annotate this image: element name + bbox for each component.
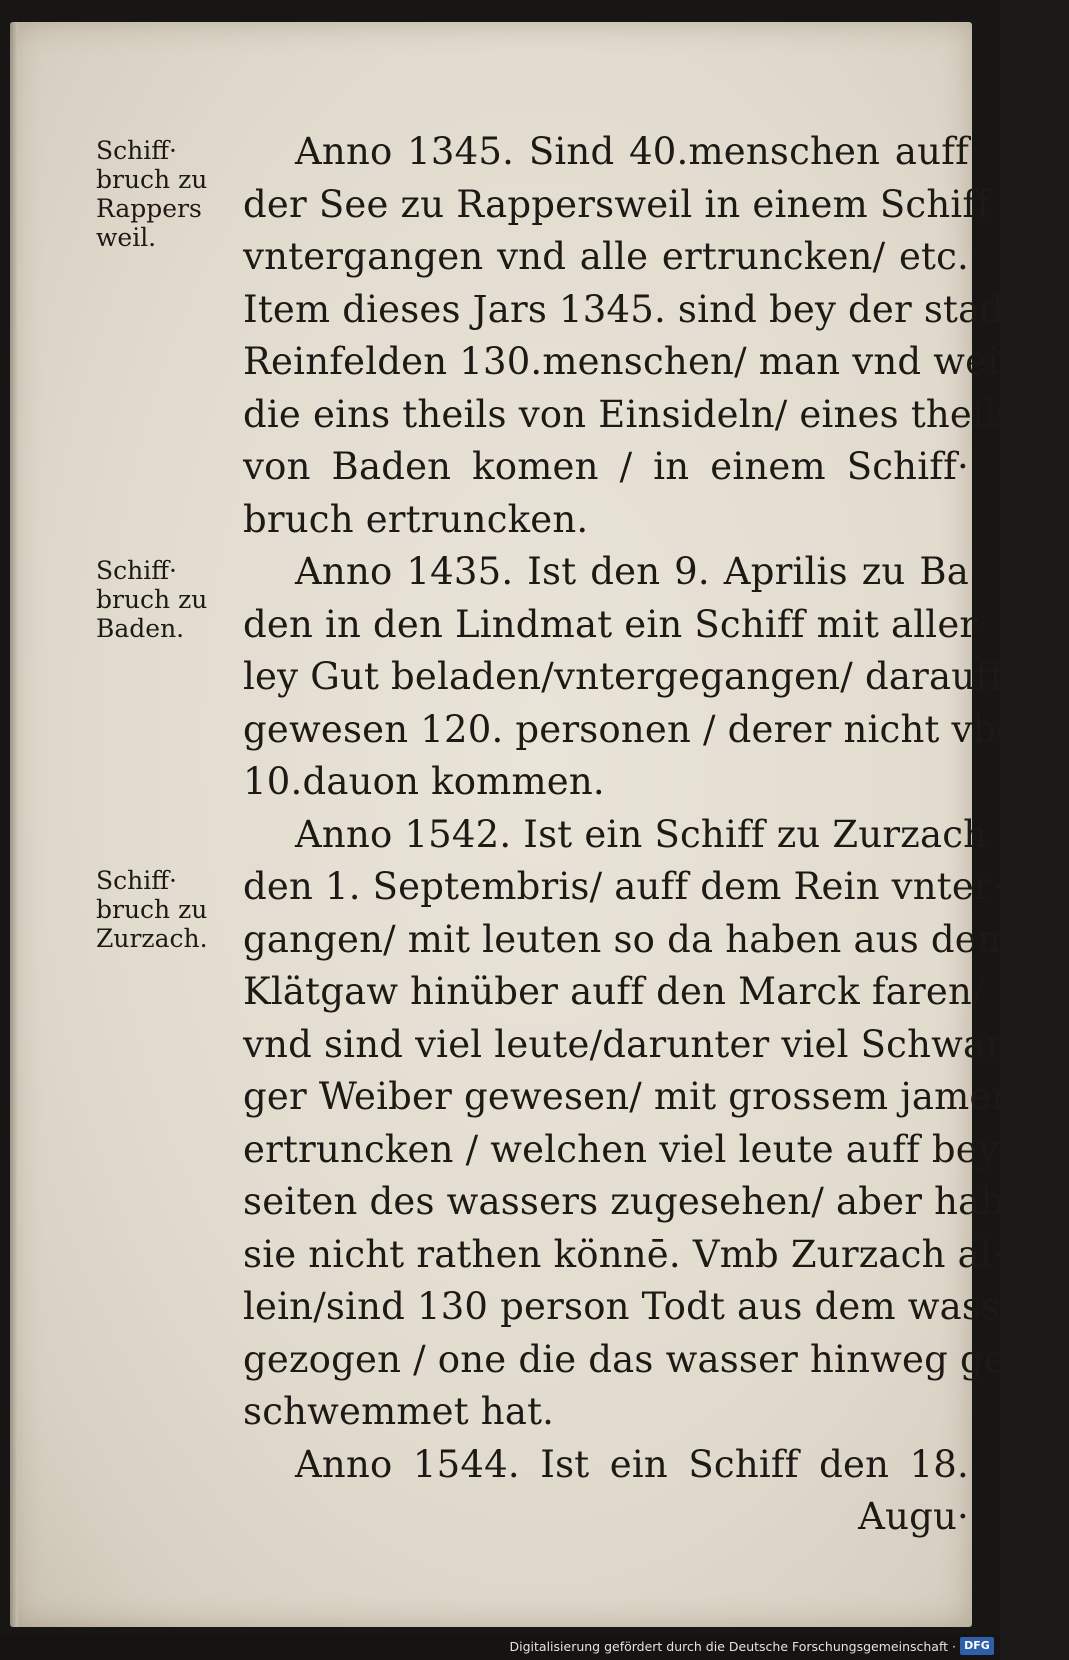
text-line: die eins theils von Einsideln/ eines theils [243,392,1016,436]
footer-bar [0,1634,1000,1660]
text-line: ertruncken / welchen viel leute auff beyden [243,1127,1069,1171]
text-line: von Baden komen / in einem Schiff· [243,445,969,488]
text-line: Anno 1544. Ist ein Schiff den 18. [295,1442,969,1486]
page-edge [10,22,18,1627]
body-text [243,126,1069,1544]
text-line: gewesen 120. personen / derer nicht vber [243,707,1037,751]
margin-note-line: bruch zu [96,165,208,194]
margin-note-line: Rappers [96,194,202,223]
text-line: ley Gut beladen/vntergegangen/ darauff [243,655,1004,698]
margin-note-line: bruch zu [96,895,208,924]
funding-credit: Digitalisierung gefördert durch die Deutsche Forschungsgemeinschaft · [509,1639,956,1654]
text-line: ger Weiber gewesen/ mit grossem jamer [243,1075,1010,1118]
text-line: Reinfelden 130.menschen/ man vnd weib [243,340,1024,383]
text-line: lein/sind 130 person Todt aus dem wasser [243,1285,1041,1328]
text-line: Item dieses Jars 1345. sind bey der stad [243,287,1005,331]
text-line: bruch ertruncken. [243,497,589,541]
margin-note-line: Schiff· [96,556,177,585]
text-line: sie nicht rathen könnē. Vmb Zurzach al· [243,1232,1004,1276]
text-line: Anno 1435. Ist den 9. Aprilis zu Ba [295,550,969,593]
text-line: gangen/ mit leuten so da haben aus dem [243,917,1013,961]
margin-note-baden [96,556,246,643]
text-line: schwemmet hat. [243,1390,555,1433]
margin-note-line: Baden. [96,614,185,643]
text-line: gezogen / one die das wasser hinweg ge· [243,1337,1018,1381]
margin-note-line: bruch zu [96,585,208,614]
text-line: Anno 1542. Ist ein Schiff zu Zurzach [295,812,988,856]
dfg-logo: DFG [960,1637,994,1655]
text-line: Klätgaw hinüber auff den Marck faren/ [243,970,985,1013]
margin-note-line: Zurzach. [96,924,208,953]
text-line: vntergangen vnd alle ertruncken/ etc. [243,235,969,278]
text-line: seiten des wassers zugesehen/ aber haben [243,1180,1051,1223]
text-line: der See zu Rappersweil in einem Schiff [243,182,991,226]
text-line: Anno 1345. Sind 40.menschen auff [295,130,969,173]
margin-note-zurzach [96,866,246,953]
catchword: Augu· [858,1495,969,1538]
margin-note-line: weil. [96,223,157,252]
margin-note-rappersweil [96,136,246,252]
text-line: 10.dauon kommen. [243,760,605,803]
text-line: vnd sind viel leute/darunter viel Schwan [243,1022,1010,1066]
text-line: den in den Lindmat ein Schiff mit aller· [243,602,990,646]
margin-note-line: Schiff· [96,136,177,165]
text-line: den 1. Septembris/ auff dem Rein vnter· [243,865,1004,908]
margin-note-line: Schiff· [96,866,177,895]
